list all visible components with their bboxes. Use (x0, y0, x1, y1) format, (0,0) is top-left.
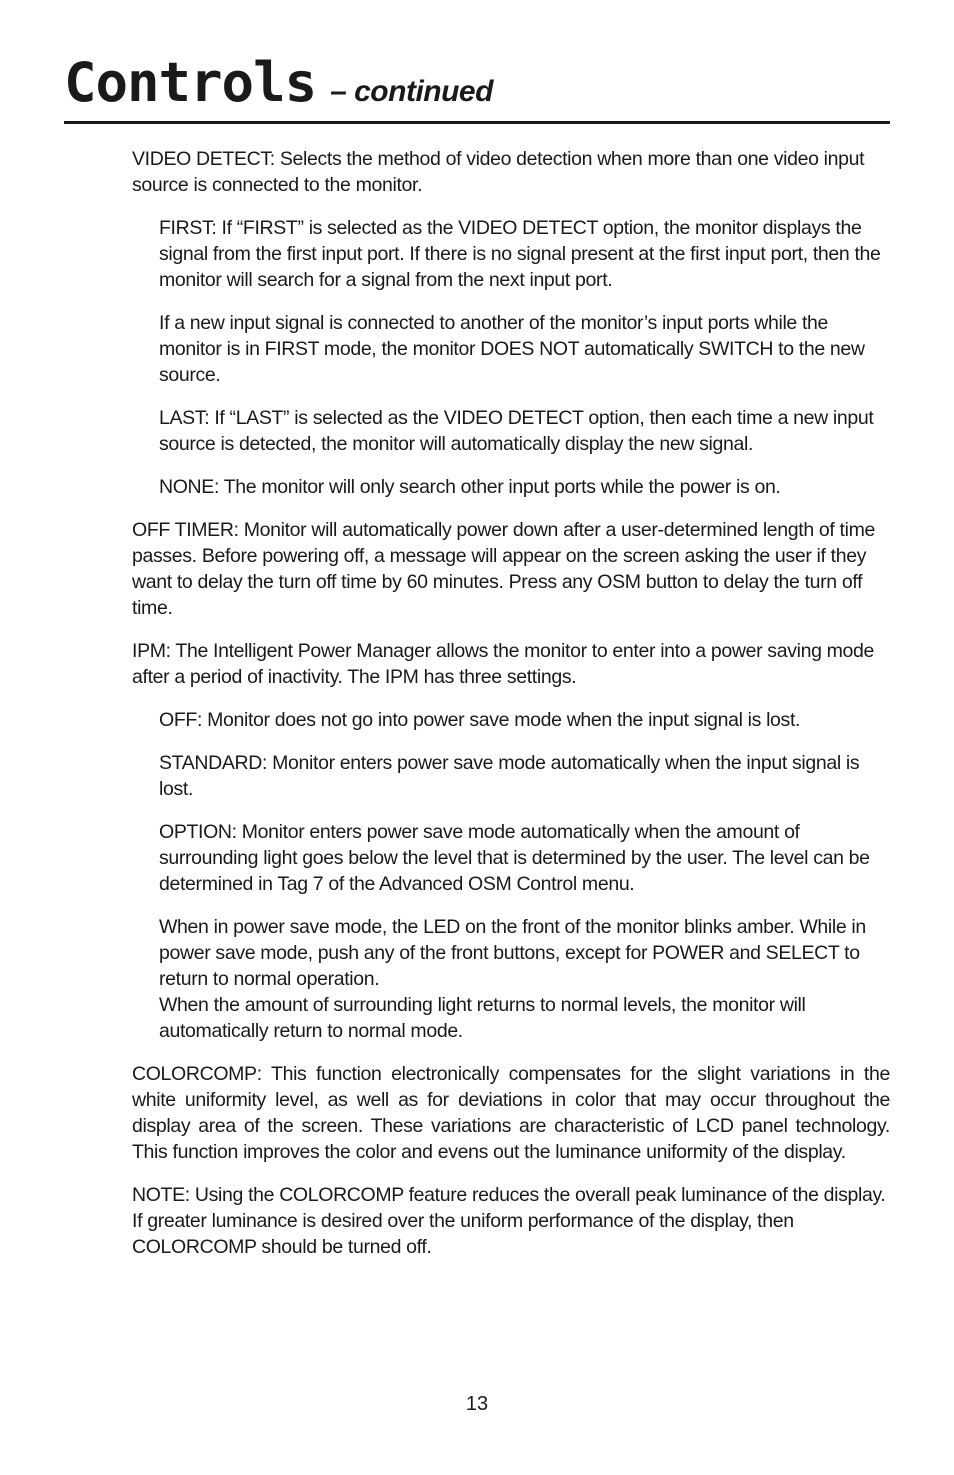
first-option-paragraph: FIRST: If “FIRST” is selected as the VIDEO DETECT option, the monitor displays the signal from the first input port. If there is no signal present at the first input port, then the monitor will search for a signal from the next input port. (159, 217, 881, 291)
first-mode-note-paragraph: If a new input signal is connected to another of the monitor’s input ports while the monitor is in FIRST mode, the monitor DOES NOT automatically SWITCH to the new source. (159, 312, 865, 386)
ipm-off-paragraph: OFF: Monitor does not go into power save mode when the input signal is lost. (159, 709, 801, 731)
colorcomp-note-paragraph: NOTE: Using the COLORCOMP feature reduces the overall peak luminance of the display. If greater luminance is desired over the uniform performance of the display, then COLORCOMP should be turned off. (132, 1184, 886, 1258)
page-subtitle: – continued (330, 75, 493, 108)
ipm-paragraph: IPM: The Intelligent Power Manager allows the monitor to enter into a power saving mode after a period of inactivity. The IPM has three settings. (132, 640, 875, 688)
colorcomp-paragraph: COLORCOMP: This function electronically compensates for the slight variations in the white uniformity level, as well as for deviations in color that may occur throughout the display area of the screen. These variations are characteristic of LCD panel technology. This function improves the color and evens out the luminance uniformity of the display. (132, 1063, 890, 1163)
page-title: Controls (64, 51, 317, 114)
ipm-option-paragraph: OPTION: Monitor enters power save mode automatically when the amount of surrounding light goes below the level that is determined by the user. The level can be determined in Tag 7 of the Advanced OSM Control menu. (159, 821, 870, 895)
document-body (132, 146, 890, 1277)
off-timer-paragraph: OFF TIMER: Monitor will automatically power down after a user-determined length of time passes. Before powering off, a message will appear on the screen asking the user if they want to delay the turn off time by 60 minutes. Press any OSM button to delay the turn off time. (132, 519, 875, 619)
page-number: 13 (465, 1393, 489, 1415)
page-header (64, 52, 890, 114)
power-save-led-paragraph: When in power save mode, the LED on the front of the monitor blinks amber. While in power save mode, push any of the front buttons, except for POWER and SELECT to return to normal operation. (159, 916, 866, 990)
none-option-paragraph: NONE: The monitor will only search other input ports while the power is on. (159, 476, 781, 498)
video-detect-paragraph: VIDEO DETECT: Selects the method of video detection when more than one video input source is connected to the monitor. (132, 148, 865, 196)
ipm-standard-paragraph: STANDARD: Monitor enters power save mode automatically when the input signal is lost. (159, 752, 860, 800)
header-divider (64, 121, 890, 124)
last-option-paragraph: LAST: If “LAST” is selected as the VIDEO DETECT option, then each time a new input source is detected, the monitor will automatically display the new signal. (159, 407, 874, 455)
power-save-light-paragraph: When the amount of surrounding light returns to normal levels, the monitor will automatically return to normal mode. (159, 994, 806, 1042)
